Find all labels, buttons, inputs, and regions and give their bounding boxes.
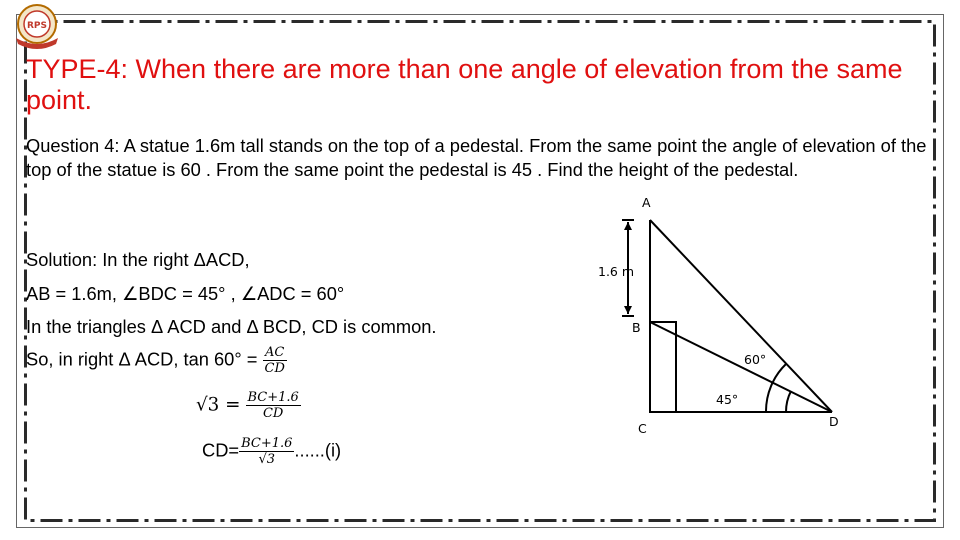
pedestal bbox=[650, 322, 676, 412]
solution-line-3: In the triangles Δ ACD and Δ BCD, CD is common. bbox=[26, 316, 437, 337]
arrow-head-down bbox=[624, 306, 632, 314]
line-bd bbox=[650, 322, 832, 412]
solution-line-2: AB = 1.6m, ∠BDC = 45° , ∠ADC = 60° bbox=[26, 283, 345, 304]
line-ad bbox=[650, 220, 832, 412]
label-b: B bbox=[632, 320, 641, 335]
fraction-numerator: BC+1.6 bbox=[241, 436, 293, 451]
fraction-denominator: √3 bbox=[258, 452, 276, 467]
solution-line-6 bbox=[202, 436, 341, 467]
school-logo bbox=[6, 2, 68, 52]
label-angle-60: 60° bbox=[744, 352, 767, 367]
fraction-numerator: AC bbox=[263, 345, 287, 361]
label-angle-45: 45° bbox=[716, 392, 739, 407]
solution-line-1: Solution: In the right ΔACD, bbox=[26, 249, 250, 270]
fraction-denominator: CD bbox=[264, 361, 285, 376]
root3-lhs: √3 = bbox=[196, 394, 241, 416]
fraction-numerator: BC+1.6 bbox=[247, 390, 299, 405]
page-title: TYPE-4: When there are more than one angle of elevation from the same point. bbox=[26, 54, 903, 115]
arrow-head-up bbox=[624, 222, 632, 230]
cd-lhs: CD= bbox=[202, 439, 240, 461]
angle-arc-45 bbox=[786, 391, 791, 412]
label-d: D bbox=[829, 414, 839, 429]
fraction-bc16-root3 bbox=[239, 436, 294, 467]
fraction-bc16-cd bbox=[246, 390, 301, 421]
question-text: Question 4: A statue 1.6m tall stands on the top of a pedestal. From the same point the angle of elevation of the top of the statue is 60 . From the same point the pedestal is 45 . Find the height of the pedestal. bbox=[26, 135, 927, 180]
equation-ref: ......(i) bbox=[294, 439, 342, 461]
solution-line-5 bbox=[196, 390, 301, 421]
label-a: A bbox=[642, 195, 651, 210]
tan60-prefix: So, in right Δ ACD, tan 60° = bbox=[26, 348, 258, 370]
solution-line-4 bbox=[26, 345, 287, 376]
label-statue-height: 1.6 m bbox=[598, 264, 635, 279]
fraction-ac-cd bbox=[263, 345, 287, 376]
logo-text: RPS bbox=[26, 21, 48, 31]
statue-pedestal-diagram bbox=[580, 190, 880, 450]
fraction-denominator: CD bbox=[262, 406, 284, 421]
label-c: C bbox=[638, 421, 647, 436]
